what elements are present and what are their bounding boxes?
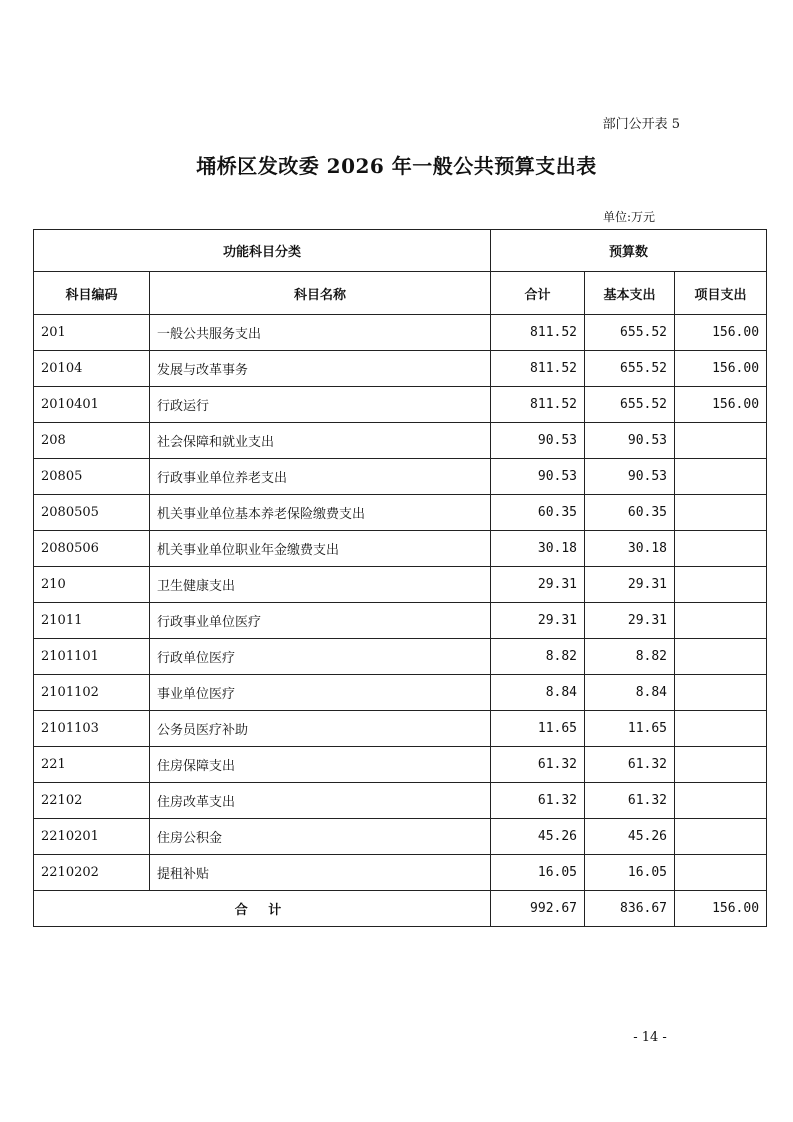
subject-name-cell: 机关事业单位基本养老保险缴费支出 bbox=[150, 495, 491, 531]
header-basic-expense: 基本支出 bbox=[585, 272, 675, 315]
total-cell: 45.26 bbox=[491, 819, 585, 855]
total-cell: 811.52 bbox=[491, 387, 585, 423]
subject-code-cell: 2101103 bbox=[34, 711, 150, 747]
total-basic-cell: 836.67 bbox=[585, 891, 675, 927]
total-project-cell: 156.00 bbox=[675, 891, 767, 927]
subject-code-cell: 2080506 bbox=[34, 531, 150, 567]
project-expense-cell bbox=[675, 459, 767, 495]
total-cell: 11.65 bbox=[491, 711, 585, 747]
subject-name-cell: 事业单位医疗 bbox=[150, 675, 491, 711]
table-row bbox=[34, 423, 767, 459]
subject-code-cell: 201 bbox=[34, 315, 150, 351]
project-expense-cell bbox=[675, 783, 767, 819]
header-column-row bbox=[34, 272, 767, 315]
project-expense-cell bbox=[675, 495, 767, 531]
table-row bbox=[34, 639, 767, 675]
project-expense-cell bbox=[675, 531, 767, 567]
total-cell: 16.05 bbox=[491, 855, 585, 891]
basic-expense-cell: 16.05 bbox=[585, 855, 675, 891]
total-cell: 811.52 bbox=[491, 315, 585, 351]
table-row bbox=[34, 747, 767, 783]
table-row bbox=[34, 351, 767, 387]
basic-expense-cell: 8.82 bbox=[585, 639, 675, 675]
header-group-row bbox=[34, 230, 767, 272]
header-project-expense: 项目支出 bbox=[675, 272, 767, 315]
total-cell: 61.32 bbox=[491, 783, 585, 819]
subject-code-cell: 210 bbox=[34, 567, 150, 603]
table-row bbox=[34, 567, 767, 603]
total-cell: 90.53 bbox=[491, 459, 585, 495]
subject-code-cell: 2210201 bbox=[34, 819, 150, 855]
subject-code-cell: 2080505 bbox=[34, 495, 150, 531]
project-expense-cell: 156.00 bbox=[675, 387, 767, 423]
project-expense-cell bbox=[675, 423, 767, 459]
project-expense-cell bbox=[675, 711, 767, 747]
subject-name-cell: 行政事业单位养老支出 bbox=[150, 459, 491, 495]
header-budget-amount: 预算数 bbox=[491, 230, 767, 272]
budget-table bbox=[33, 229, 767, 927]
table-body bbox=[34, 315, 767, 891]
total-sum-cell: 992.67 bbox=[491, 891, 585, 927]
subject-code-cell: 208 bbox=[34, 423, 150, 459]
basic-expense-cell: 8.84 bbox=[585, 675, 675, 711]
table-row bbox=[34, 819, 767, 855]
table-row bbox=[34, 783, 767, 819]
subject-code-cell: 2101101 bbox=[34, 639, 150, 675]
basic-expense-cell: 655.52 bbox=[585, 387, 675, 423]
project-expense-cell bbox=[675, 819, 767, 855]
basic-expense-cell: 45.26 bbox=[585, 819, 675, 855]
subject-code-cell: 221 bbox=[34, 747, 150, 783]
basic-expense-cell: 29.31 bbox=[585, 603, 675, 639]
subject-code-cell: 2210202 bbox=[34, 855, 150, 891]
table-row bbox=[34, 855, 767, 891]
total-cell: 60.35 bbox=[491, 495, 585, 531]
project-expense-cell: 156.00 bbox=[675, 315, 767, 351]
basic-expense-cell: 655.52 bbox=[585, 351, 675, 387]
project-expense-cell bbox=[675, 567, 767, 603]
total-cell: 90.53 bbox=[491, 423, 585, 459]
project-expense-cell: 156.00 bbox=[675, 351, 767, 387]
subject-name-cell: 行政单位医疗 bbox=[150, 639, 491, 675]
total-row bbox=[34, 891, 767, 927]
total-cell: 811.52 bbox=[491, 351, 585, 387]
header-subject-name: 科目名称 bbox=[150, 272, 491, 315]
subject-name-cell: 住房公积金 bbox=[150, 819, 491, 855]
subject-code-cell: 20104 bbox=[34, 351, 150, 387]
header-subject-code: 科目编码 bbox=[34, 272, 150, 315]
total-cell: 8.84 bbox=[491, 675, 585, 711]
total-cell: 29.31 bbox=[491, 567, 585, 603]
basic-expense-cell: 61.32 bbox=[585, 747, 675, 783]
total-cell: 8.82 bbox=[491, 639, 585, 675]
form-number: 部门公开表 5 bbox=[602, 117, 680, 132]
subject-name-cell: 社会保障和就业支出 bbox=[150, 423, 491, 459]
subject-code-cell: 20805 bbox=[34, 459, 150, 495]
page-title: 埇桥区发改委 2026 年一般公共预算支出表 bbox=[196, 154, 597, 178]
subject-name-cell: 发展与改革事务 bbox=[150, 351, 491, 387]
subject-name-cell: 公务员医疗补助 bbox=[150, 711, 491, 747]
table-row bbox=[34, 387, 767, 423]
total-cell: 29.31 bbox=[491, 603, 585, 639]
subject-code-cell: 2010401 bbox=[34, 387, 150, 423]
project-expense-cell bbox=[675, 747, 767, 783]
total-cell: 61.32 bbox=[491, 747, 585, 783]
subject-name-cell: 一般公共服务支出 bbox=[150, 315, 491, 351]
unit-label: 单位:万元 bbox=[602, 210, 655, 224]
subject-code-cell: 2101102 bbox=[34, 675, 150, 711]
table-row bbox=[34, 459, 767, 495]
total-label: 合 计 bbox=[34, 891, 491, 927]
table-row bbox=[34, 315, 767, 351]
basic-expense-cell: 11.65 bbox=[585, 711, 675, 747]
basic-expense-cell: 655.52 bbox=[585, 315, 675, 351]
total-cell: 30.18 bbox=[491, 531, 585, 567]
basic-expense-cell: 90.53 bbox=[585, 423, 675, 459]
basic-expense-cell: 29.31 bbox=[585, 567, 675, 603]
table-row bbox=[34, 675, 767, 711]
project-expense-cell bbox=[675, 855, 767, 891]
subject-name-cell: 住房改革支出 bbox=[150, 783, 491, 819]
basic-expense-cell: 30.18 bbox=[585, 531, 675, 567]
project-expense-cell bbox=[675, 603, 767, 639]
project-expense-cell bbox=[675, 639, 767, 675]
subject-name-cell: 提租补贴 bbox=[150, 855, 491, 891]
table-row bbox=[34, 531, 767, 567]
subject-name-cell: 住房保障支出 bbox=[150, 747, 491, 783]
subject-code-cell: 22102 bbox=[34, 783, 150, 819]
subject-code-cell: 21011 bbox=[34, 603, 150, 639]
subject-name-cell: 卫生健康支出 bbox=[150, 567, 491, 603]
basic-expense-cell: 60.35 bbox=[585, 495, 675, 531]
header-function-classification: 功能科目分类 bbox=[34, 230, 491, 272]
subject-name-cell: 行政事业单位医疗 bbox=[150, 603, 491, 639]
subject-name-cell: 行政运行 bbox=[150, 387, 491, 423]
basic-expense-cell: 90.53 bbox=[585, 459, 675, 495]
table-row bbox=[34, 711, 767, 747]
page-number: - 14 - bbox=[633, 1030, 667, 1045]
table-row bbox=[34, 603, 767, 639]
basic-expense-cell: 61.32 bbox=[585, 783, 675, 819]
subject-name-cell: 机关事业单位职业年金缴费支出 bbox=[150, 531, 491, 567]
project-expense-cell bbox=[675, 675, 767, 711]
header-total: 合计 bbox=[491, 272, 585, 315]
table-row bbox=[34, 495, 767, 531]
